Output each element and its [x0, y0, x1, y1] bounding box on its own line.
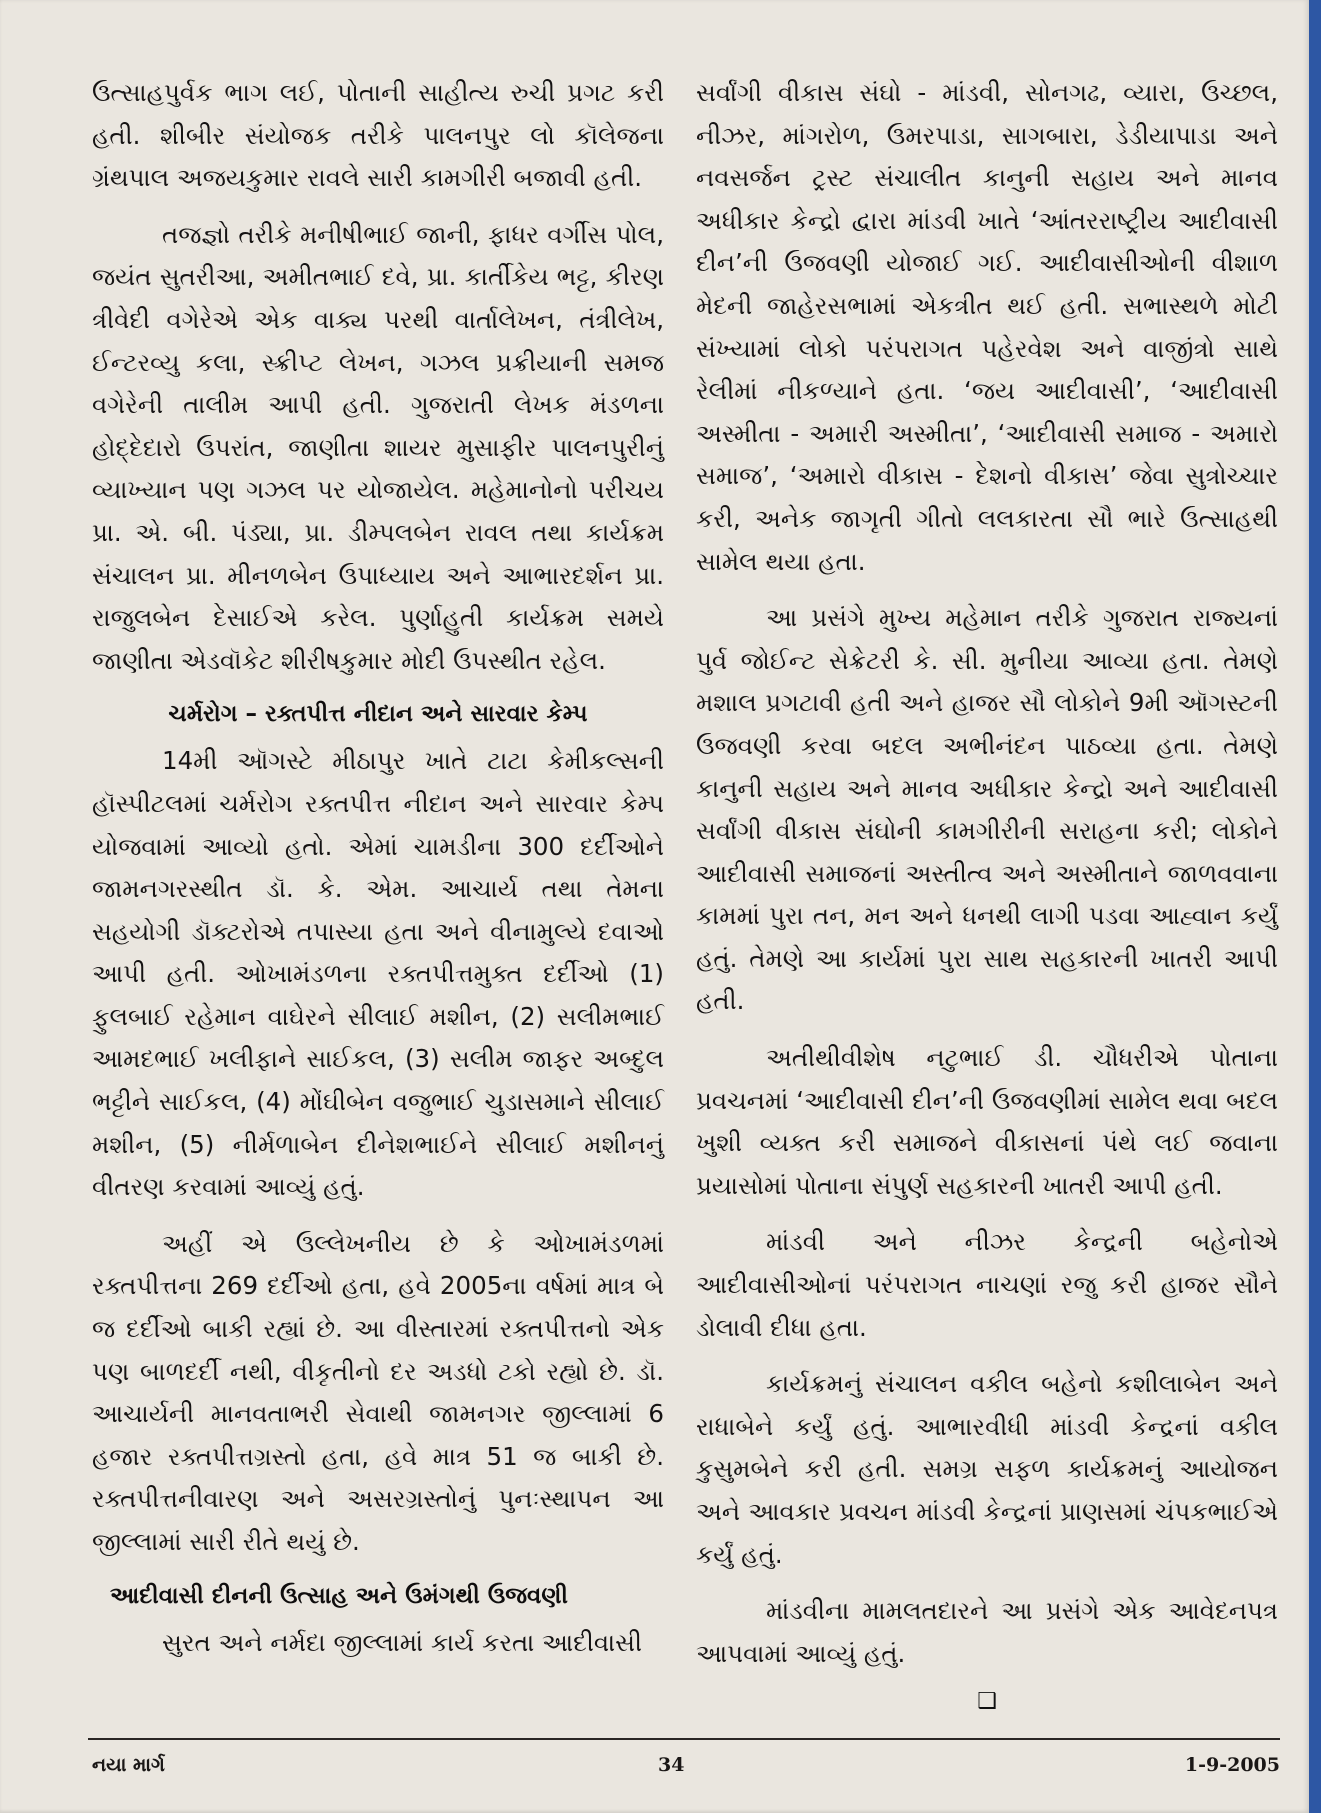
publication-name: નયા માર્ગ	[92, 1754, 165, 1776]
paragraph: સર્વાંગી વીકાસ સંઘો - માંડવી, સોનગઢ, વ્યારા, ઉચ્છલ, નીઝર, માંગરોળ, ઉમરપાડા, સાગબારા, ડેડીયાપાડા અને નવસર્જન ટ્રસ્ટ સંચાલીત કાનુની સહાય અને માનવ અધીકાર કેન્દ્રો દ્વારા માંડવી ખાતે ‘આંતરરાષ્ટ્રીય આદીવાસી દીન’ની ઉજવણી યોજાઈ ગઈ. આદીવાસીઓની વીશાળ મેદની જાહેરસભામાં એકત્રીત થઈ હતી. સભાસ્થળે મોટી સંખ્યામાં લોકો પરંપરાગત પહેરવેશ અને વાજીંત્રો સાથે રેલીમાં નીકળ્યાને હતા. ‘જય આદીવાસી’, ‘આદીવાસી અસ્મીતા - અમારી અસ્મીતા’, ‘આદીવાસી સમાજ - અમારો સમાજ’, ‘અમારો વીકાસ - દેશનો વીકાસ’ જેવા સુત્રોચ્ચાર કરી, અનેક જાગૃતી ગીતો લલકારતા સૌ ભારે ઉત્સાહથી સામેલ થયા હતા.	[696, 78, 1278, 576]
page-footer	[88, 1748, 1280, 1788]
paragraph: અહીં એ ઉલ્લેખનીય છે કે ઓખામંડળમાં રક્તપીત્તના 269 દર્દીઓ હતા, હવે 2005ના વર્ષમાં માત્ર બે જ દર્દીઓ બાકી રહ્યાં છે. આ વીસ્તારમાં રક્તપીત્તનો એક પણ બાળદર્દી નથી, વીકૃતીનો દર અડધો ટકો રહ્યો છે. ડૉ. આચાર્યની માનવતાભરી સેવાથી જામનગર જીલ્લામાં 6 હજાર રક્તપીત્તગ્રસ્તો હતા, હવે માત્ર 51 જ બાકી છે. રક્તપીત્તનીવારણ અને અસરગ્રસ્તોનું પુનઃસ્થાપન આ જીલ્લામાં સારી રીતે થયું છે.	[92, 1228, 664, 1556]
right-column	[696, 72, 1278, 1715]
left-column	[92, 72, 664, 1678]
paragraph: અતીથીવીશેષ નટુભાઈ ડી. ચૌધરીએ પોતાના પ્રવચનમાં ‘આદીવાસી દીન’ની ઉજવણીમાં સામેલ થવા બદલ ખુશી વ્યક્ત કરી સમાજને વીકાસનાં પંથે લઈ જવાના પ્રયાસોમાં પોતાના સંપુર્ણ સહકારની ખાતરી આપી હતી.	[696, 1043, 1278, 1200]
paragraph: તજજ્ઞો તરીકે મનીષીભાઈ જાની, ફાધર વર્ગીસ પોલ, જયંત સુતરીઆ, અમીતભાઈ દવે, પ્રા. કાર્તીકેય ભટ્ટ, કીરણ ત્રીવેદી વગેરેએ એક વાક્ય પરથી વાર્તાલેખન, તંત્રીલેખ, ઈન્ટરવ્યુ કલા, સ્ક્રીપ્ટ લેખન, ગઝલ પ્રક્રીયાની સમજ વગેરેની તાલીમ આપી હતી. ગુજરાતી લેખક મંડળના હોદ્દેદારો ઉપરાંત, જાણીતા શાયર મુસાફીર પાલનપુરીનું વ્યાખ્યાન પણ ગઝલ પર યોજાયેલ. મહેમાનોનો પરીચય પ્રા. એ. બી. પંડ્યા, પ્રા. ડીમ્પલબેન રાવલ તથા કાર્યક્રમ સંચાલન પ્રા. મીનળબેન ઉપાધ્યાય અને આભારદર્શન પ્રા. રાજુલબેન દેસાઈએ કરેલ. પુર્ણાહુતી કાર્યક્રમ સમયે જાણીતા એડવૉકેટ શીરીષકુમાર મોદી ઉપસ્થીત રહેલ.	[92, 219, 664, 675]
paragraph: માંડવીના મામલતદારને આ પ્રસંગે એક આવેદનપત્ર આપવામાં આવ્યું હતું.	[696, 1596, 1278, 1668]
end-of-article-icon: ❑	[977, 1689, 997, 1715]
paragraph: ઉત્સાહપુર્વક ભાગ લઈ, પોતાની સાહીત્ય રુચી પ્રગટ કરી હતી. શીબીર સંયોજક તરીકે પાલનપુર લો કૉલેજના ગ્રંથપાલ અજયકુમાર રાવલે સારી કામગીરી બજાવી હતી.	[92, 78, 664, 193]
paragraph: માંડવી અને નીઝર કેન્દ્રની બહેનોએ આદીવાસીઓનાં પરંપરાગત નાચણાં રજુ કરી હાજર સૌને ડોલાવી દીધા હતા.	[696, 1227, 1278, 1342]
paragraph: 14મી ઑગસ્ટે મીઠાપુર ખાતે ટાટા કેમીકલ્સની હૉસ્પીટલમાં ચર્મરોગ રક્તપીત્ત નીદાન અને સારવાર કેમ્પ યોજવામાં આવ્યો હતો. એમાં ચામડીના 300 દર્દીઓને જામનગરસ્થીત ડૉ. કે. એમ. આચાર્ય તથા તેમના સહયોગી ડૉક્ટરોએ તપાસ્યા હતા અને વીનામુલ્યે દવાઓ આપી હતી. ઓખામંડળના રક્તપીત્તમુક્ત દર્દીઓ (1) ફુલબાઈ રહેમાન વાઘેરને સીલાઈ મશીન, (2) સલીમભાઈ આમદભાઈ ખલીફાને સાઈકલ, (3) સલીમ જાફર અબ્દુલ ભટ્ટીને સાઈકલ, (4) મોંઘીબેન વજુભાઈ ચુડાસમાને સીલાઈ મશીન, (5) નીર્મળાબેન દીનેશભાઈને સીલાઈ મશીનનું વીતરણ કરવામાં આવ્યું હતું.	[92, 746, 664, 1202]
paragraph: સુરત અને નર્મદા જીલ્લામાં કાર્ય કરતા આદીવાસી	[162, 1627, 643, 1657]
footer-divider	[88, 1738, 1280, 1740]
section-heading: ચર્મરોગ – રક્તપીત્ત નીદાન અને સારવાર કેમ્પ	[168, 701, 588, 728]
section-heading: આદીવાસી દીનની ઉત્સાહ અને ઉમંગથી ઉજવણી	[110, 1582, 568, 1609]
paragraph: કાર્યક્રમનું સંચાલન વકીલ બહેનો કશીલાબેન અને રાધાબેને કર્યું હતું. આભારવીધી માંડવી કેન્દ્રનાં વકીલ કુસુમબેને કરી હતી. સમગ્ર સફળ કાર્યક્રમનું આયોજન અને આવકાર પ્રવચન માંડવી કેન્દ્રનાં પ્રાણસમાં ચંપકભાઈએ કર્યું હતું.	[696, 1369, 1278, 1569]
paragraph: આ પ્રસંગે મુખ્ય મહેમાન તરીકે ગુજરાત રાજ્યનાં પુર્વ જોઈન્ટ સેક્રેટરી કે. સી. મુનીયા આવ્યા હતા. તેમણે મશાલ પ્રગટાવી હતી અને હાજર સૌ લોકોને 9મી ઑગસ્ટની ઉજવણી કરવા બદલ અભીનંદન પાઠવ્યા હતા. તેમણે કાનુની સહાય અને માનવ અધીકાર કેન્દ્રો અને આદીવાસી સર્વાંગી વીકાસ સંઘોની કામગીરીની સરાહના કરી; લોકોને આદીવાસી સમાજનાં અસ્તીત્વ અને અસ્મીતાને જાળવવાના કામમાં પુરા તન, મન અને ધનથી લાગી પડવા આહ્વાન કર્યું હતું. તેમણે આ કાર્યમાં પુરા સાથ સહકારની ખાતરી આપી હતી.	[696, 603, 1278, 1016]
issue-date: 1-9-2005	[1184, 1754, 1280, 1776]
page-number: 34	[658, 1754, 685, 1776]
